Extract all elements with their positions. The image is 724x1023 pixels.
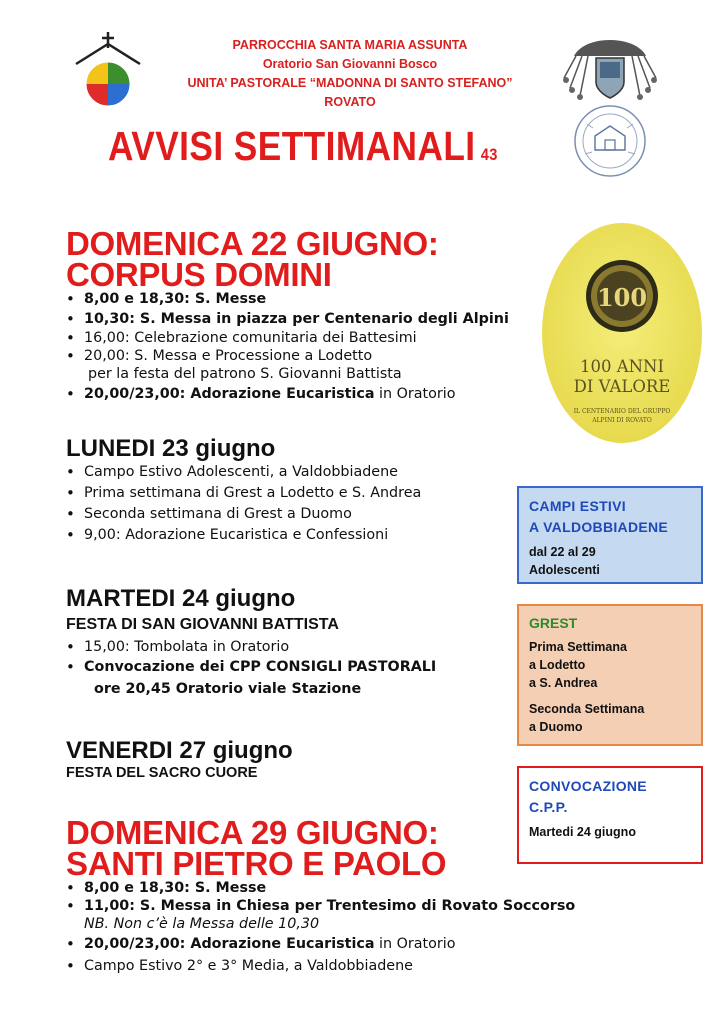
sunday-22-heading: DOMENICA 22 GIUGNO: CORPUS DOMINI xyxy=(66,225,439,293)
campi-group: Adolescenti xyxy=(529,563,600,577)
grest-line-4: Seconda Settimana xyxy=(529,702,645,716)
list-item: • Campo Estivo Adolescenti, a Valdobbiadene xyxy=(64,462,421,483)
campi-title-1: CAMPI ESTIVI xyxy=(529,498,626,514)
header-line-4: ROVATO xyxy=(324,95,376,109)
monday-23-list xyxy=(64,462,421,546)
campi-dates: dal 22 al 29 xyxy=(529,545,596,559)
header-line-2: Oratorio San Giovanni Bosco xyxy=(262,57,438,71)
list-item: • Seconda settimana di Grest a Duomo xyxy=(64,504,421,525)
list-item: • 20,00/23,00: Adorazione Eucaristica in Oratorio xyxy=(64,933,575,955)
cpp-title-2: C.P.P. xyxy=(529,799,568,815)
cpp-title-1: CONVOCAZIONE xyxy=(529,778,647,794)
friday-27-subheading: FESTA DEL SACRO CUORE xyxy=(66,765,258,781)
monday-23-heading: LUNEDI 23 giugno xyxy=(66,435,276,462)
sunday-22-list xyxy=(64,290,509,405)
issue-number: 43 xyxy=(480,145,498,164)
list-item: per la festa del patrono S. Giovanni Battista xyxy=(88,366,402,382)
parish-header xyxy=(150,36,550,112)
cpp-box xyxy=(517,766,703,864)
medal-caption-2: ALPINI DI ROVATO xyxy=(592,417,652,424)
page-title: AVVISI SETTIMANALI 43 xyxy=(108,123,498,169)
medal-caption-1: IL CENTENARIO DEL GRUPPO xyxy=(573,408,671,415)
grest-box xyxy=(517,604,703,746)
cpp-date: Martedi 24 giugno xyxy=(529,825,636,839)
grest-title: GREST xyxy=(529,615,578,631)
parish-logo xyxy=(72,30,144,110)
header-line-1: PARROCCHIA SANTA MARIA ASSUNTA xyxy=(232,38,468,52)
list-item: • Prima settimana di Grest a Lodetto e S. Andrea xyxy=(64,483,421,504)
medal-title-2: DI VALORE xyxy=(573,377,671,396)
list-item: NB. Non c’è la Messa delle 10,30 xyxy=(84,916,320,932)
list-item: • 8,00 e 18,30: S. Messe xyxy=(64,879,575,897)
list-item: • 15,00: Tombolata in Oratorio xyxy=(64,637,436,657)
list-item: • 16,00: Celebrazione comunitaria dei Battesimi xyxy=(64,329,509,347)
bishop-crest-icon xyxy=(560,38,660,100)
list-item: • 8,00 e 18,30: S. Messe xyxy=(64,290,509,310)
list-item: • 9,00: Adorazione Eucaristica e Confessioni xyxy=(64,525,421,546)
medal-title-1: 100 ANNI xyxy=(579,357,665,376)
grest-line-5: a Duomo xyxy=(529,720,583,734)
grest-line-3: a S. Andrea xyxy=(529,676,598,690)
header-line-3: UNITA’ PASTORALE “MADONNA DI SANTO STEFANO” xyxy=(187,76,513,90)
tuesday-24-list xyxy=(64,637,436,701)
list-item: • Convocazione dei CPP CONSIGLI PASTORALI xyxy=(64,657,436,677)
list-item: • 10,30: S. Messa in piazza per Centenario degli Alpini xyxy=(64,310,509,330)
grest-line-2: a Lodetto xyxy=(529,658,586,672)
sunday-29-list xyxy=(64,879,575,977)
alpini-centenary-medal xyxy=(541,222,703,444)
grest-line-1: Prima Settimana xyxy=(529,640,627,654)
list-item: • Campo Estivo 2° e 3° Media, a Valdobbiadene xyxy=(64,955,575,977)
campi-estivi-box xyxy=(517,486,703,584)
tuesday-24-subheading: FESTA DI SAN GIOVANNI BATTISTA xyxy=(66,616,339,633)
list-item: • 20,00/23,00: Adorazione Eucaristica in Oratorio xyxy=(64,385,509,405)
friday-27-heading: VENERDI 27 giugno xyxy=(66,737,293,764)
list-item: • 11,00: S. Messa in Chiesa per Trentesimo di Rovato Soccorso xyxy=(64,897,575,915)
tuesday-24-heading: MARTEDI 24 giugno xyxy=(66,585,296,612)
list-item: ore 20,45 Oratorio viale Stazione xyxy=(94,681,362,697)
campi-title-2: A VALDOBBIADENE xyxy=(529,519,669,535)
unit-seal-icon xyxy=(573,104,647,178)
list-item: • 20,00: S. Messa e Processione a Lodetto xyxy=(64,347,509,365)
svg-text:100: 100 xyxy=(596,283,648,312)
sunday-29-heading: DOMENICA 29 GIUGNO: SANTI PIETRO E PAOLO xyxy=(66,814,447,882)
